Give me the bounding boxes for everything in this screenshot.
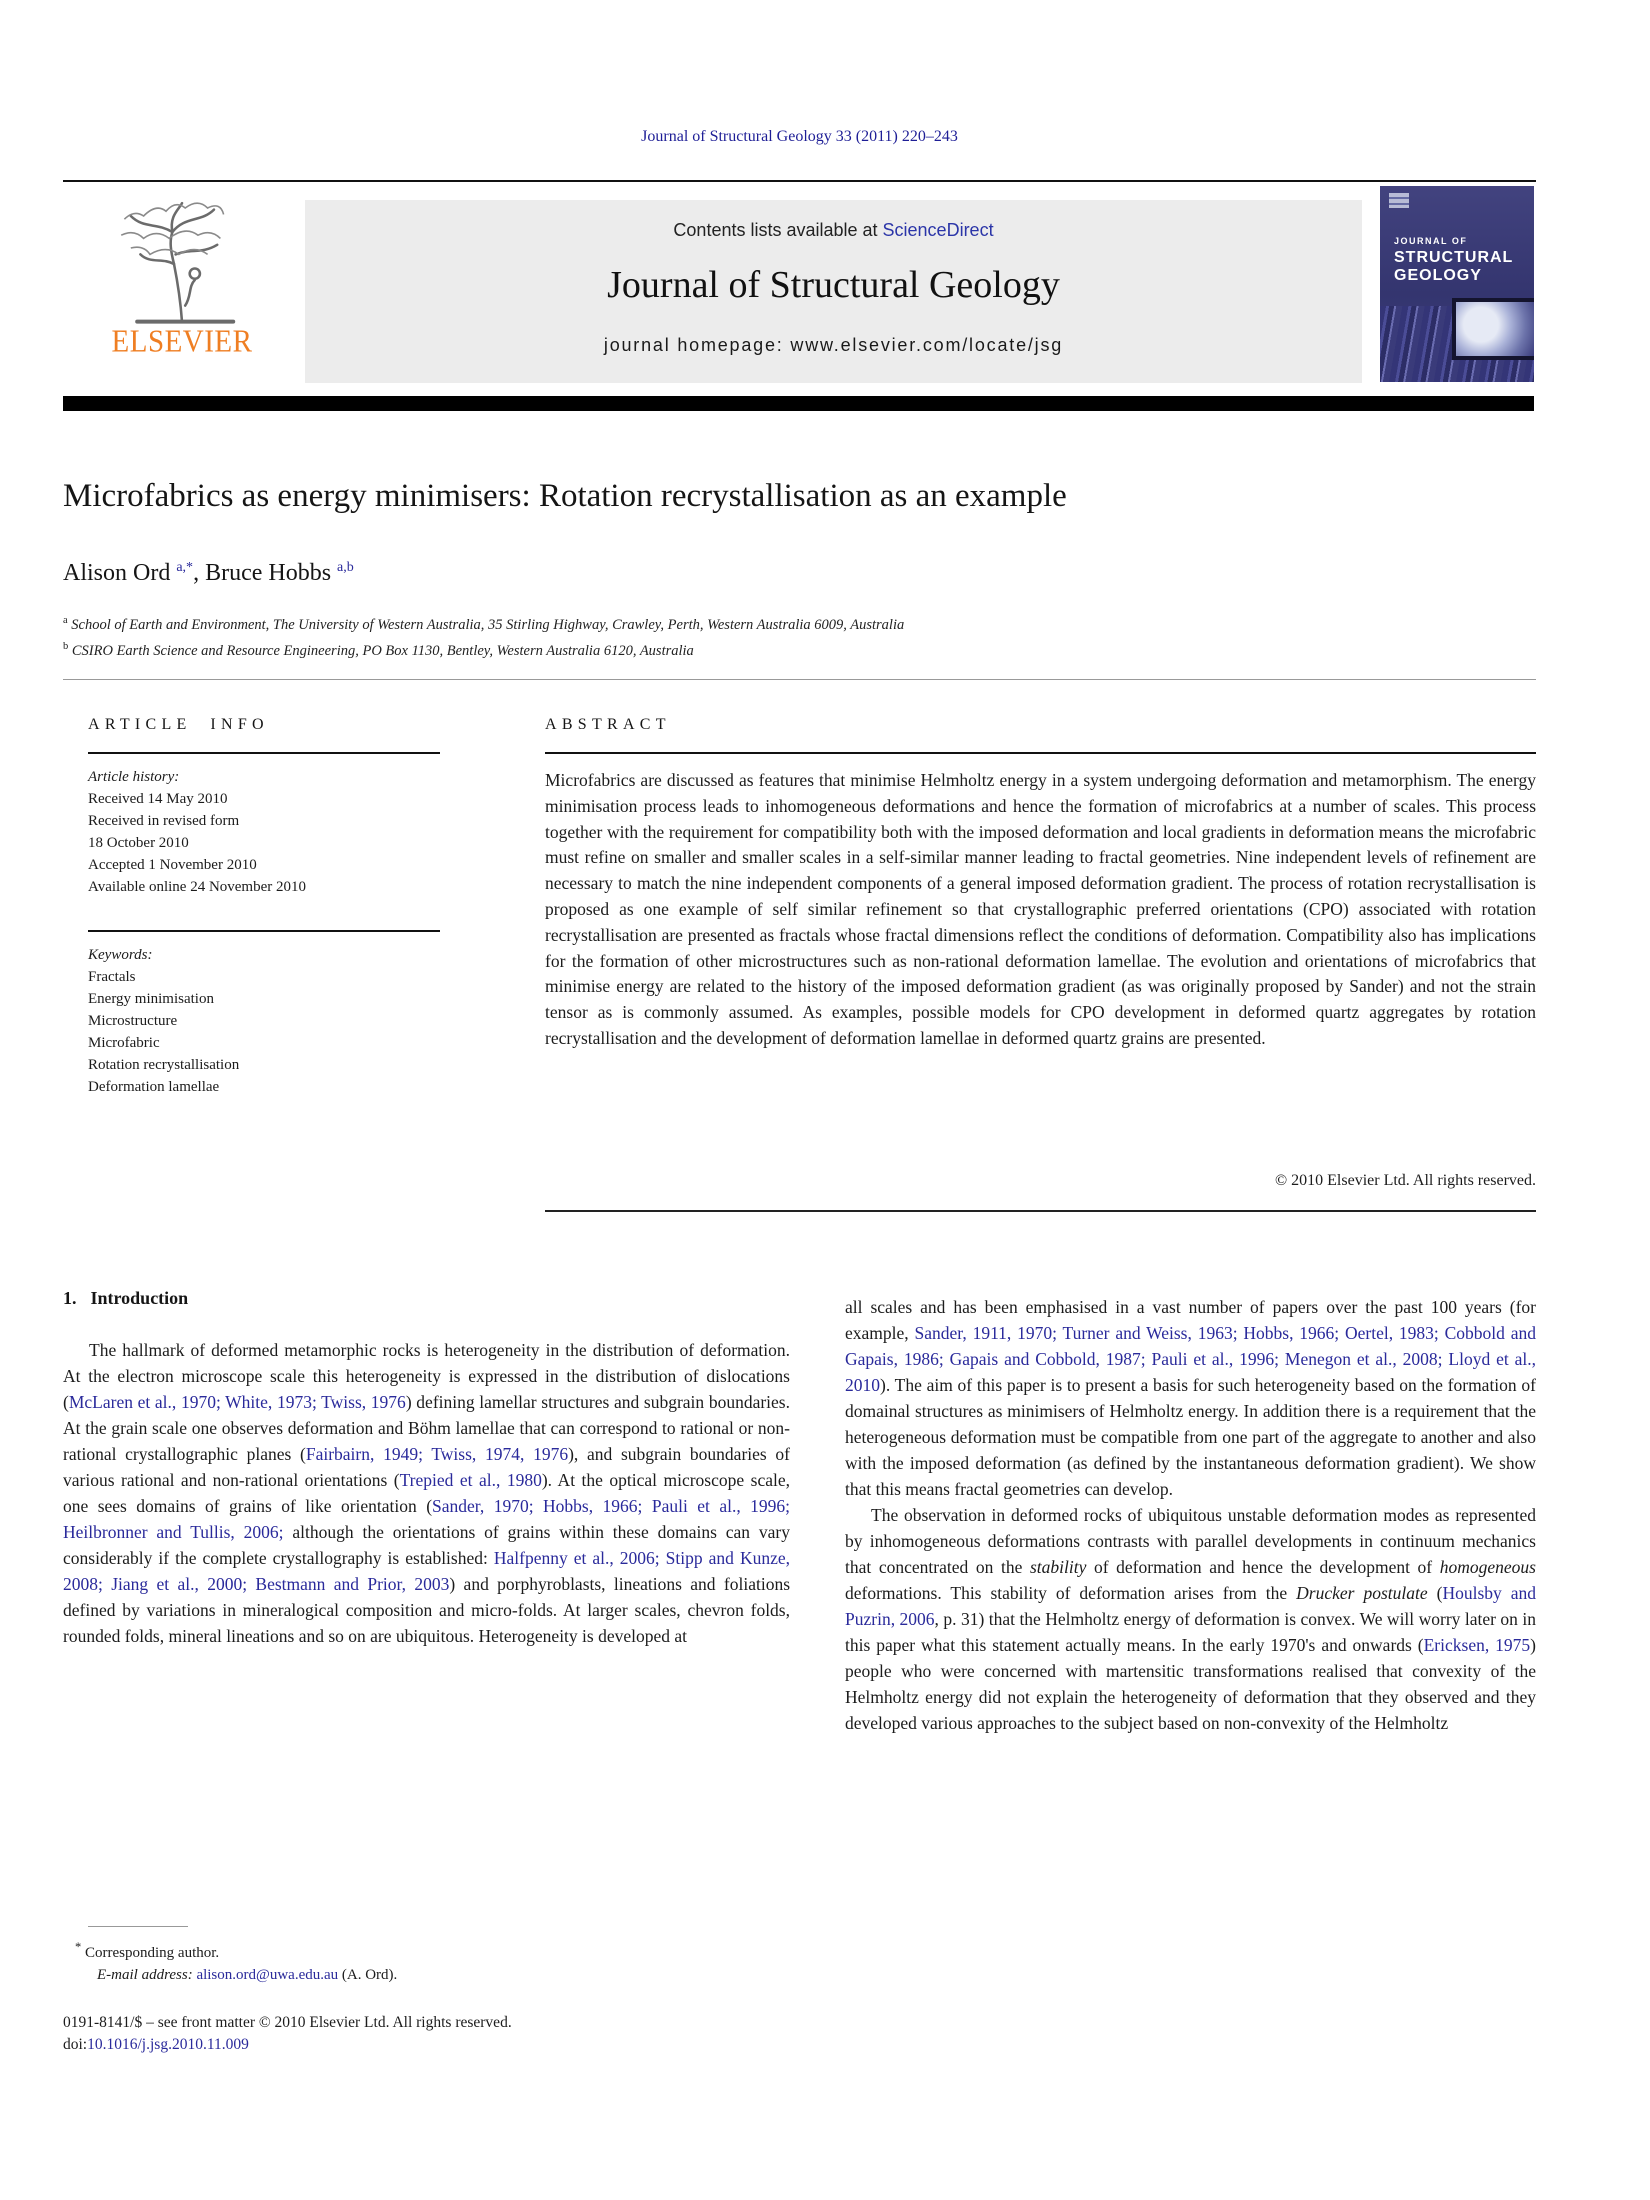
article-info-heading: ARTICLE INFO bbox=[88, 716, 269, 733]
section-title: Introduction bbox=[90, 1288, 189, 1308]
citation-link[interactable]: Sander, 1970; Hobbs, 1966; Pauli et al., 1996; Heilbronner and Tullis, 2006; bbox=[63, 1496, 790, 1542]
journal-cover-thumbnail[interactable] bbox=[1380, 186, 1534, 382]
history-item: Received in revised form bbox=[88, 813, 240, 829]
keyword-item: Microfabric bbox=[88, 1035, 160, 1051]
affiliation-line bbox=[63, 636, 904, 662]
affiliation-line bbox=[63, 610, 904, 636]
intro-paragraph bbox=[845, 1502, 1536, 1736]
body-text: of deformation and hence the development of bbox=[1086, 1557, 1440, 1577]
citation-link[interactable]: Trepied et al., 1980 bbox=[399, 1470, 542, 1490]
cover-title bbox=[1394, 236, 1513, 285]
body-text: ), and subgrain boundaries of various rational and non-rational orientations ( bbox=[63, 1444, 791, 1490]
body-text: The observation in deformed rocks of ubiquitous unstable deformation modes as represented by inhomogeneous deformations contrasts with parallel developments in continuum mechanics that concentrated on the bbox=[845, 1505, 1536, 1577]
citation-link[interactable]: Halfpenny et al., 2006; Stipp and Kunze, 2008; Jiang et al., 2000; Bestmann and Prior, 2003 bbox=[63, 1548, 790, 1594]
body-text: ) people who were concerned with martensitic transformations realised that convexity of the Helmholtz energy did not explain the heterogeneity of deformation that they observed and they developed various approaches to the subject based on non-convexity of the Helmholtz bbox=[845, 1635, 1536, 1733]
citation-link[interactable]: McLaren et al., 1970; White, 1973; Twiss, 1976 bbox=[68, 1392, 406, 1412]
page-title: Microfabrics as energy minimisers: Rotation recrystallisation as an example bbox=[63, 478, 1067, 514]
body-text: , p. 31) that the Helmholtz energy of deformation is convex. We will worry later on in this paper what this statement actually means. In the early 1970's and onwards ( bbox=[845, 1609, 1536, 1655]
emphasis-text: stability bbox=[1029, 1557, 1087, 1577]
corresponding-author-footnote bbox=[75, 1936, 397, 1986]
footnote-text: Corresponding author. bbox=[81, 1945, 220, 1961]
body-text: ) defining lamellar structures and subgrain boundaries. At the grain scale one observes deformation and Böhm lamellae that can correspond to rational or non-rational crystallographic planes ( bbox=[63, 1392, 790, 1464]
abstract-rule bbox=[545, 752, 1536, 754]
cover-title-line: JOURNAL OF bbox=[1394, 236, 1468, 246]
affiliations bbox=[63, 610, 904, 662]
homepage-url-link[interactable]: www.elsevier.com/locate/jsg bbox=[790, 335, 1064, 355]
body-text: The hallmark of deformed metamorphic rocks is heterogeneity in the distribution of deformation. At the electron microscope scale this heterogeneity is expressed in the distribution of dislocations ( bbox=[63, 1340, 790, 1412]
keywords-label: Keywords: bbox=[88, 947, 153, 963]
email-link[interactable]: alison.ord@uwa.edu.au bbox=[196, 1967, 339, 1983]
homepage-prefix: journal homepage: bbox=[603, 335, 791, 355]
author-name: Bruce Hobbs bbox=[205, 560, 332, 586]
history-item: Accepted 1 November 2010 bbox=[88, 857, 257, 873]
cover-title-line: STRUCTURAL bbox=[1394, 249, 1514, 266]
body-text: deformations. This stability of deformation arises from the bbox=[845, 1583, 1297, 1603]
body-text: all scales and has been emphasised in a vast number of papers over the past 100 years (for example, bbox=[845, 1297, 1536, 1343]
journal-masthead bbox=[305, 200, 1362, 383]
running-head-citation: Journal of Structural Geology 33 (2011) 220–243 bbox=[641, 128, 958, 145]
abstract-text: Microfabrics are discussed as features that minimise Helmholtz energy in a system undergoing deformation and metamorphism. The energy minimisation process leads to inhomogeneous deformations and hence the formation of microfabrics at a number of scales. This process together with the requirement for compatibility both with the imposed deformation and local gradients in deformation means the microfabric must refine on smaller and smaller scales in a self-similar manner leading to fractal geometries. Nine independent levels of refinement are necessary to match the nine independent components of a general imposed deformation gradient. The process of rotation recrystallisation is proposed as one example of self similar refinement so that crystallographic preferred orientations (CPO) associated with rotation recrystallisation are presented as fractals whose fractal dimensions reflect the conditions of deformation. Compatibility also has implications for the formation of other microstructures such as non-rational deformation lamellae. The evolution and orientations of microfabrics that minimise energy are related to the history of the imposed deformation gradient (as was originally proposed by Sander) and not the strain tensor as is commonly assumed. As examples, possible models for CPO development in deformed quartz aggregates by rotation recrystallisation and the development of deformation lamellae in deformed quartz grains are presented. bbox=[545, 770, 1536, 1048]
intro-paragraph bbox=[845, 1294, 1536, 1502]
doi-link[interactable]: 10.1016/j.jsg.2010.11.009 bbox=[87, 2036, 249, 2053]
citation-link[interactable]: Sander, 1911, 1970; Turner and Weiss, 1963; Hobbs, 1966; Oertel, 1983; Cobbold and Gapais, 1986; Gapais and Cobbold, 1987; Pauli et al., 1996; Menegon et al., 2008; Lloyd et al., 2010 bbox=[845, 1323, 1536, 1395]
article-history bbox=[88, 766, 306, 898]
body-text: although the orientations of grains within these domains can vary considerably if the complete crystallography is established: bbox=[63, 1522, 791, 1568]
affiliation-sup: b bbox=[63, 640, 69, 652]
section-heading bbox=[63, 1288, 790, 1309]
keywords-block bbox=[88, 944, 239, 1098]
keyword-item: Rotation recrystallisation bbox=[88, 1057, 240, 1073]
contents-prefix: Contents lists available at bbox=[673, 220, 883, 240]
doi-line bbox=[63, 2034, 512, 2056]
elsevier-logo-block[interactable] bbox=[63, 198, 301, 383]
issn-copyright-line: 0191-8141/$ – see front matter © 2010 Elsevier Ltd. All rights reserved. bbox=[63, 2014, 512, 2031]
citation-link[interactable]: Ericksen, 1975 bbox=[1423, 1635, 1531, 1655]
article-info-rule bbox=[88, 930, 440, 932]
citation-link[interactable]: Fairbairn, 1949; Twiss, 1974, 1976 bbox=[305, 1444, 569, 1464]
author-affiliation-sup[interactable]: a,b bbox=[337, 560, 354, 575]
keyword-item: Energy minimisation bbox=[88, 991, 214, 1007]
masthead-black-bar bbox=[63, 396, 1534, 411]
author-name: Alison Ord bbox=[63, 560, 171, 586]
section-number: 1. bbox=[63, 1288, 77, 1308]
elsevier-wordmark: ELSEVIER bbox=[111, 324, 253, 360]
homepage-line bbox=[305, 335, 1362, 356]
emphasis-text: homogeneous bbox=[1439, 1557, 1536, 1577]
footnote-marker: * bbox=[75, 1940, 82, 1954]
body-text: ) and porphyroblasts, lineations and foliations defined by variations in mineralogical composition and micro-folds. At larger scales, chevron folds, rounded folds, mineral lineations and so on are ubiquitous. Heterogeneity is developed at bbox=[63, 1574, 791, 1646]
doi-label: doi: bbox=[63, 2036, 88, 2053]
author-affiliation-sup[interactable]: a,* bbox=[176, 560, 194, 575]
email-suffix: (A. Ord). bbox=[338, 1967, 398, 1983]
abstract-copyright: © 2010 Elsevier Ltd. All rights reserved. bbox=[1275, 1172, 1536, 1189]
citation-link[interactable]: Houlsby and Puzrin, 2006 bbox=[845, 1583, 1537, 1629]
history-item: Available online 24 November 2010 bbox=[88, 879, 306, 895]
footnote-line bbox=[75, 1936, 397, 1964]
affiliation-sup: a bbox=[63, 615, 68, 626]
abstract-heading: ABSTRACT bbox=[545, 716, 671, 733]
intro-paragraph bbox=[63, 1337, 790, 1649]
emphasis-text: Drucker postulate bbox=[1296, 1583, 1428, 1603]
article-history-label: Article history: bbox=[88, 769, 180, 785]
body-text: ). The aim of this paper is to present a basis for such heterogeneity based on the formation of domainal structures as minimisers of Helmholtz energy. In addition there is a requirement that the heterogeneous deformation must be compatible from one part of the aggregate to another and also with the imposed deformation (as defined by the instantaneous deformation gradient). We show that this means fractal geometries can develop. bbox=[845, 1375, 1536, 1499]
body-column-right bbox=[845, 1294, 1536, 1736]
sciencedirect-link[interactable]: ScienceDirect bbox=[882, 220, 994, 240]
elsevier-tree-icon bbox=[102, 200, 262, 328]
cover-title-line: GEOLOGY bbox=[1394, 267, 1482, 284]
imprint-block bbox=[63, 2012, 512, 2056]
cover-inset-image bbox=[1452, 298, 1534, 360]
keyword-item: Fractals bbox=[88, 969, 136, 985]
keyword-item: Deformation lamellae bbox=[88, 1079, 220, 1095]
email-line bbox=[75, 1964, 397, 1986]
history-item: 18 October 2010 bbox=[88, 835, 189, 851]
body-text: ). At the optical microscope scale, one sees domains of grains of like orientation ( bbox=[63, 1470, 790, 1516]
body-column-left bbox=[63, 1288, 790, 1649]
top-rule bbox=[63, 180, 1536, 182]
abstract-bottom-rule bbox=[545, 1210, 1536, 1212]
author-line bbox=[63, 560, 354, 587]
body-text: ( bbox=[1427, 1583, 1443, 1603]
article-info-rule bbox=[88, 752, 440, 754]
journal-title: Journal of Structural Geology bbox=[607, 264, 1060, 306]
affiliation-text: CSIRO Earth Science and Resource Engineering, PO Box 1130, Bentley, Western Australia 6120, Australia bbox=[71, 642, 694, 659]
contents-line bbox=[305, 220, 1362, 241]
history-item: Received 14 May 2010 bbox=[88, 791, 228, 807]
affiliation-text: School of Earth and Environment, The University of Western Australia, 35 Stirling Highway, Crawley, Perth, Western Australia 6009, Australia bbox=[71, 616, 905, 633]
keyword-item: Microstructure bbox=[88, 1013, 178, 1029]
cover-publisher-mark-icon bbox=[1389, 193, 1409, 208]
divider-rule bbox=[63, 679, 1536, 680]
author-separator: , bbox=[193, 560, 206, 586]
footnote-rule bbox=[88, 1926, 188, 1927]
email-label: E-mail address: bbox=[97, 1967, 193, 1983]
